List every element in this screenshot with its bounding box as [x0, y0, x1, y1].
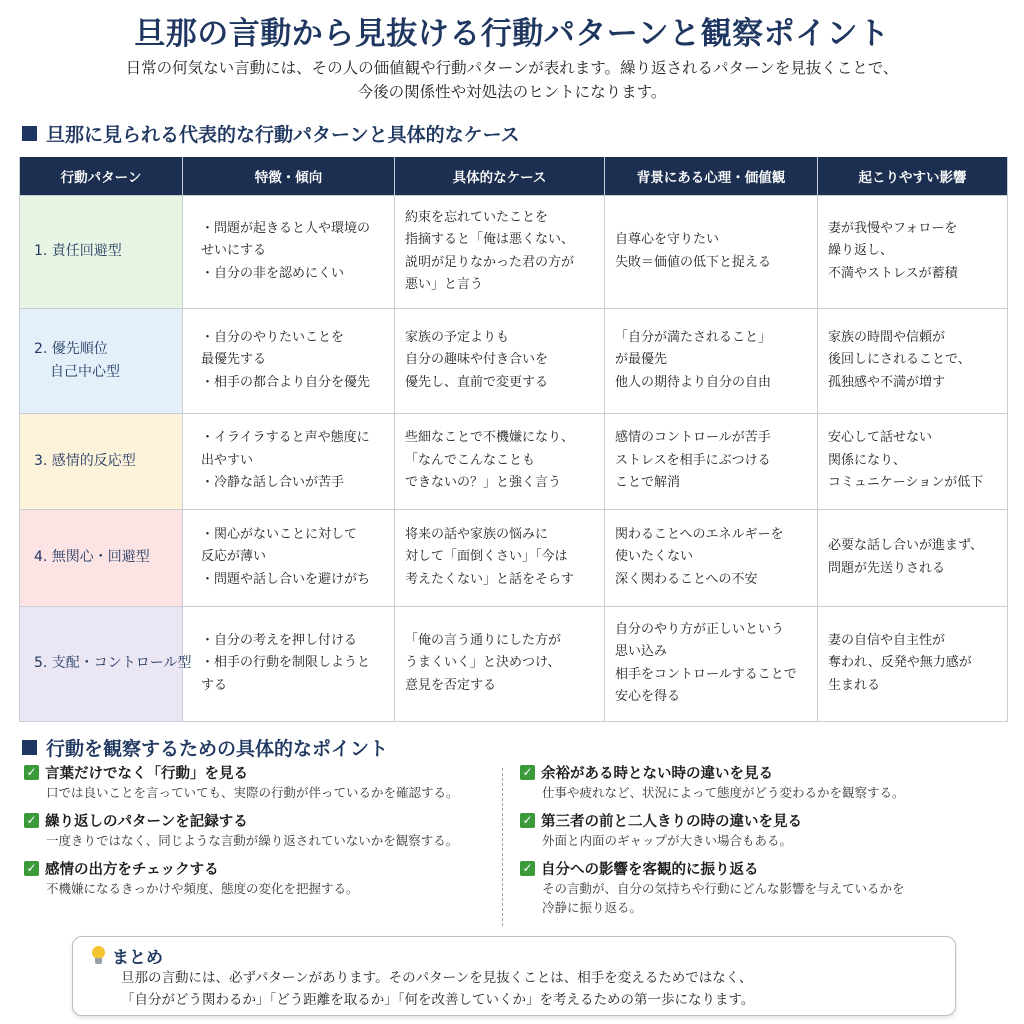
traits-cell [183, 413, 395, 509]
point-description: 口では良いことを言っていても、実際の行動が伴っているかを確認する。 [46, 785, 459, 800]
pattern-name-line: 3. 感情的反応型 [34, 452, 136, 469]
point-description: 冷静に振り返る。 [542, 900, 643, 915]
table-row [20, 308, 1008, 413]
points-column-left [24, 762, 502, 906]
trait-bullet [193, 372, 384, 395]
case-line: 「なんでこんなことも [405, 452, 536, 468]
case-cell [395, 195, 605, 308]
point-title-text: 繰り返しのパターンを記録する [45, 814, 248, 830]
case-line: うまくいく」と決めつけ、 [405, 655, 561, 671]
trait-bullet [193, 569, 384, 592]
pattern-name-line: 自己中心型 [50, 363, 120, 380]
pattern-name-line: 2. 優先順位 [34, 341, 108, 357]
trait-bullet [193, 652, 384, 697]
trait-bullet [193, 327, 384, 372]
intro-line: 日常の何気ない言動には、その人の価値観や行動パターンが表れます。繰り返されるパターンを見抜くことで、 [125, 59, 899, 77]
point-description: 仕事や疲れなど、状況によって態度がどう変わるかを観察する。 [542, 785, 905, 800]
impact-line: 妻の自信や自主性が [828, 632, 946, 648]
traits-cell [183, 195, 395, 308]
trait-line: せいにする [201, 243, 267, 259]
pattern-name-cell [20, 509, 183, 606]
psych-line: 思い込み [615, 644, 668, 659]
case-line: 些細なことで不機嫌になり、 [405, 430, 575, 446]
case-line: 家族の予定よりも [405, 329, 510, 345]
psych-line: が最優先 [615, 352, 668, 368]
check-icon: ✓ [520, 765, 535, 780]
point-description: その言動が、自分の気持ちや行動にどんな影響を与えているかを [542, 881, 905, 896]
psych-line: 感情のコントロールが苦手 [615, 430, 771, 446]
point-title [24, 810, 502, 831]
trait-line: 反応が薄い [201, 549, 267, 565]
trait-bullet [193, 472, 384, 495]
trait-line: ・問題や話し合いを避けがち [201, 571, 371, 587]
point-description: 一度きりではなく、同じような言動が繰り返されていないかを観察する。 [46, 833, 459, 848]
point-title-text: 感情の出方をチェックする [45, 862, 219, 878]
point-title-text: 余裕がある時とない時の違いを見る [541, 766, 773, 782]
psych-cell [605, 308, 818, 413]
psych-cell [605, 195, 818, 308]
point-title [520, 810, 990, 831]
impact-line: 安心して話せない [828, 430, 933, 446]
point-title [24, 858, 502, 879]
impact-line: コミュニケーションが低下 [828, 475, 984, 491]
pattern-name-cell [20, 606, 192, 721]
square-bullet-icon [22, 740, 37, 755]
psych-line: 失敗＝価値の低下と捉える [615, 254, 772, 270]
case-line: 説明が足りなかった君の方が [405, 254, 575, 270]
psych-line: 関わることへのエネルギーを [615, 526, 784, 542]
check-icon: ✓ [24, 813, 39, 828]
impact-line: 不満やストレスが蓄積 [828, 265, 958, 281]
point-title [520, 762, 990, 783]
case-line: 対して「面倒くさい」「今は [405, 549, 568, 565]
header-cell: 行動パターン [20, 157, 183, 195]
impact-line: 家族の時間や信頼が [828, 329, 946, 345]
section-heading-points [22, 734, 388, 761]
psych-line: 自尊心を守りたい [615, 232, 720, 247]
trait-line: ・冷静な話し合いが苦手 [201, 475, 345, 491]
psych-line: 相手をコントロールすることで [615, 666, 797, 682]
impact-line: 必要な話し合いが進まず、 [828, 538, 983, 553]
trait-line: する [201, 677, 228, 693]
check-icon: ✓ [520, 813, 535, 828]
summary-line: 旦那の言動には、必ずパターンがあります。そのパターンを見抜くことは、相手を変えるためではなく、 [121, 970, 753, 986]
observation-point [24, 810, 502, 850]
point-title [24, 762, 502, 783]
psych-line: 使いたくない [615, 549, 694, 565]
point-title-text: 第三者の前と二人きりの時の違いを見る [541, 814, 802, 830]
traits-cell [183, 509, 395, 606]
impact-cell [818, 606, 1008, 721]
intro-text [0, 56, 1024, 104]
section-heading-text: 旦那に見られる代表的な行動パターンと具体的なケース [46, 124, 520, 146]
impact-line: 生まれる [828, 677, 881, 693]
patterns-table [19, 157, 1008, 722]
table-row [20, 195, 1008, 308]
points-column-right [520, 762, 990, 925]
observation-point [24, 762, 502, 802]
table-row [20, 606, 1008, 721]
impact-line: 関係になり、 [828, 452, 907, 468]
case-cell [395, 413, 605, 509]
case-line: 悪い」と言う [405, 277, 484, 292]
trait-bullet [193, 263, 384, 286]
observation-point [24, 858, 502, 898]
impact-line: 問題が先送りされる [828, 560, 946, 576]
pattern-name-line: 5. 支配・コントロール型 [34, 655, 192, 672]
trait-bullet [193, 427, 384, 472]
section-heading-text: 行動を観察するための具体的なポイント [46, 738, 389, 760]
point-title-text: 自分への影響を客観的に振り返る [541, 862, 759, 878]
psych-cell [605, 606, 818, 721]
trait-bullet [193, 630, 384, 653]
summary-body [121, 967, 754, 1011]
intro-line: 今後の関係性や対処法のヒントになります。 [357, 83, 667, 101]
psych-line: 深く関わることへの不安 [615, 571, 758, 587]
trait-line: ・関心がないことに対して [201, 526, 358, 542]
point-title [520, 858, 990, 879]
table-header-row [20, 157, 1008, 195]
observation-point [520, 762, 990, 802]
summary-heading-text: まとめ [112, 948, 163, 968]
psych-line: 他人の期待より自分の自由 [615, 374, 772, 390]
column-divider [502, 768, 503, 926]
section-heading-patterns [22, 120, 520, 147]
traits-cell [183, 308, 395, 413]
impact-cell [818, 413, 1008, 509]
point-title-text: 言葉だけでなく「行動」を見る [45, 766, 248, 782]
impact-cell [818, 308, 1008, 413]
pattern-name-cell [20, 308, 183, 413]
point-description: 外面と内面のギャップが大きい場合もある。 [542, 833, 793, 848]
point-description: 不機嫌になるきっかけや頻度、態度の変化を把握する。 [46, 881, 359, 896]
header-cell: 起こりやすい影響 [818, 157, 1008, 195]
case-line: 指摘すると「俺は悪くない、 [405, 232, 575, 247]
psych-line: 「自分が満たされること」 [615, 329, 772, 345]
case-line: 将来の話や家族の悩みに [405, 526, 549, 542]
header-cell: 背景にある心理・価値観 [605, 157, 818, 195]
trait-line: ・相手の行動を制限しようと [201, 655, 371, 671]
trait-line: 最優先する [201, 352, 267, 368]
case-line: 自分の趣味や付き合いを [405, 352, 549, 368]
impact-line: 後回しにされることで、 [828, 352, 971, 368]
impact-line: 奪われ、反発や無力感が [828, 655, 972, 671]
check-icon: ✓ [24, 861, 39, 876]
trait-line: ・相手の都合より自分を優先 [201, 374, 371, 390]
check-icon: ✓ [520, 861, 535, 876]
lightbulb-icon [91, 946, 106, 966]
psych-line: 自分のやり方が正しいという [615, 621, 785, 637]
impact-line: 妻が我慢やフォローを [828, 220, 958, 236]
observation-point [520, 858, 990, 917]
impact-line: 孤独感や不満が増す [828, 374, 946, 390]
case-cell [395, 308, 605, 413]
observation-points [20, 762, 1005, 930]
impact-cell [818, 509, 1008, 606]
case-line: 優先し、直前で変更する [405, 374, 549, 390]
summary-heading [91, 943, 163, 968]
table-row [20, 509, 1008, 606]
observation-point [520, 810, 990, 850]
summary-line: 「自分がどう関わるか」「どう距離を取るか」「何を改善していくか」を考えるための第一歩になります。 [121, 992, 755, 1008]
check-icon: ✓ [24, 765, 39, 780]
trait-line: ・イライラすると声や態度に [201, 430, 370, 446]
trait-bullet [193, 218, 384, 263]
trait-bullet [193, 524, 384, 569]
pattern-name-line: 1. 責任回避型 [34, 243, 122, 260]
psych-line: ストレスを相手にぶつける [615, 452, 771, 468]
psych-cell [605, 509, 818, 606]
psych-line: ことで解消 [615, 475, 681, 491]
pattern-name-line: 4. 無関心・回避型 [34, 549, 150, 566]
table-row [20, 413, 1008, 509]
trait-line: ・自分のやりたいことを [201, 329, 345, 345]
case-line: 約束を忘れていたことを [405, 209, 549, 225]
case-cell [395, 606, 605, 721]
case-cell [395, 509, 605, 606]
trait-line: ・自分の非を認めにくい [201, 265, 345, 281]
psych-cell [605, 413, 818, 509]
pattern-name-cell [20, 413, 183, 509]
case-line: 意見を否定する [405, 677, 497, 693]
header-cell: 特徴・傾向 [183, 157, 395, 195]
case-line: 考えたくない」と話をそらす [405, 571, 575, 587]
square-bullet-icon [22, 126, 37, 141]
psych-line: 安心を得る [615, 689, 681, 704]
case-line: できないの？」と強く言う [405, 475, 562, 491]
trait-line: ・自分の考えを押し付ける [201, 632, 358, 648]
summary-box [72, 936, 956, 1016]
trait-line: 出やすい [201, 452, 254, 468]
case-line: 「俺の言う通りにした方が [405, 632, 562, 648]
traits-cell [183, 606, 395, 721]
page-title: 旦那の言動から見抜ける行動パターンと観察ポイント [134, 16, 890, 52]
header-cell: 具体的なケース [395, 157, 605, 195]
impact-cell [818, 195, 1008, 308]
pattern-name-cell [20, 195, 183, 308]
impact-line: 繰り返し、 [828, 243, 894, 259]
trait-line: ・問題が起きると人や環境の [201, 220, 371, 236]
